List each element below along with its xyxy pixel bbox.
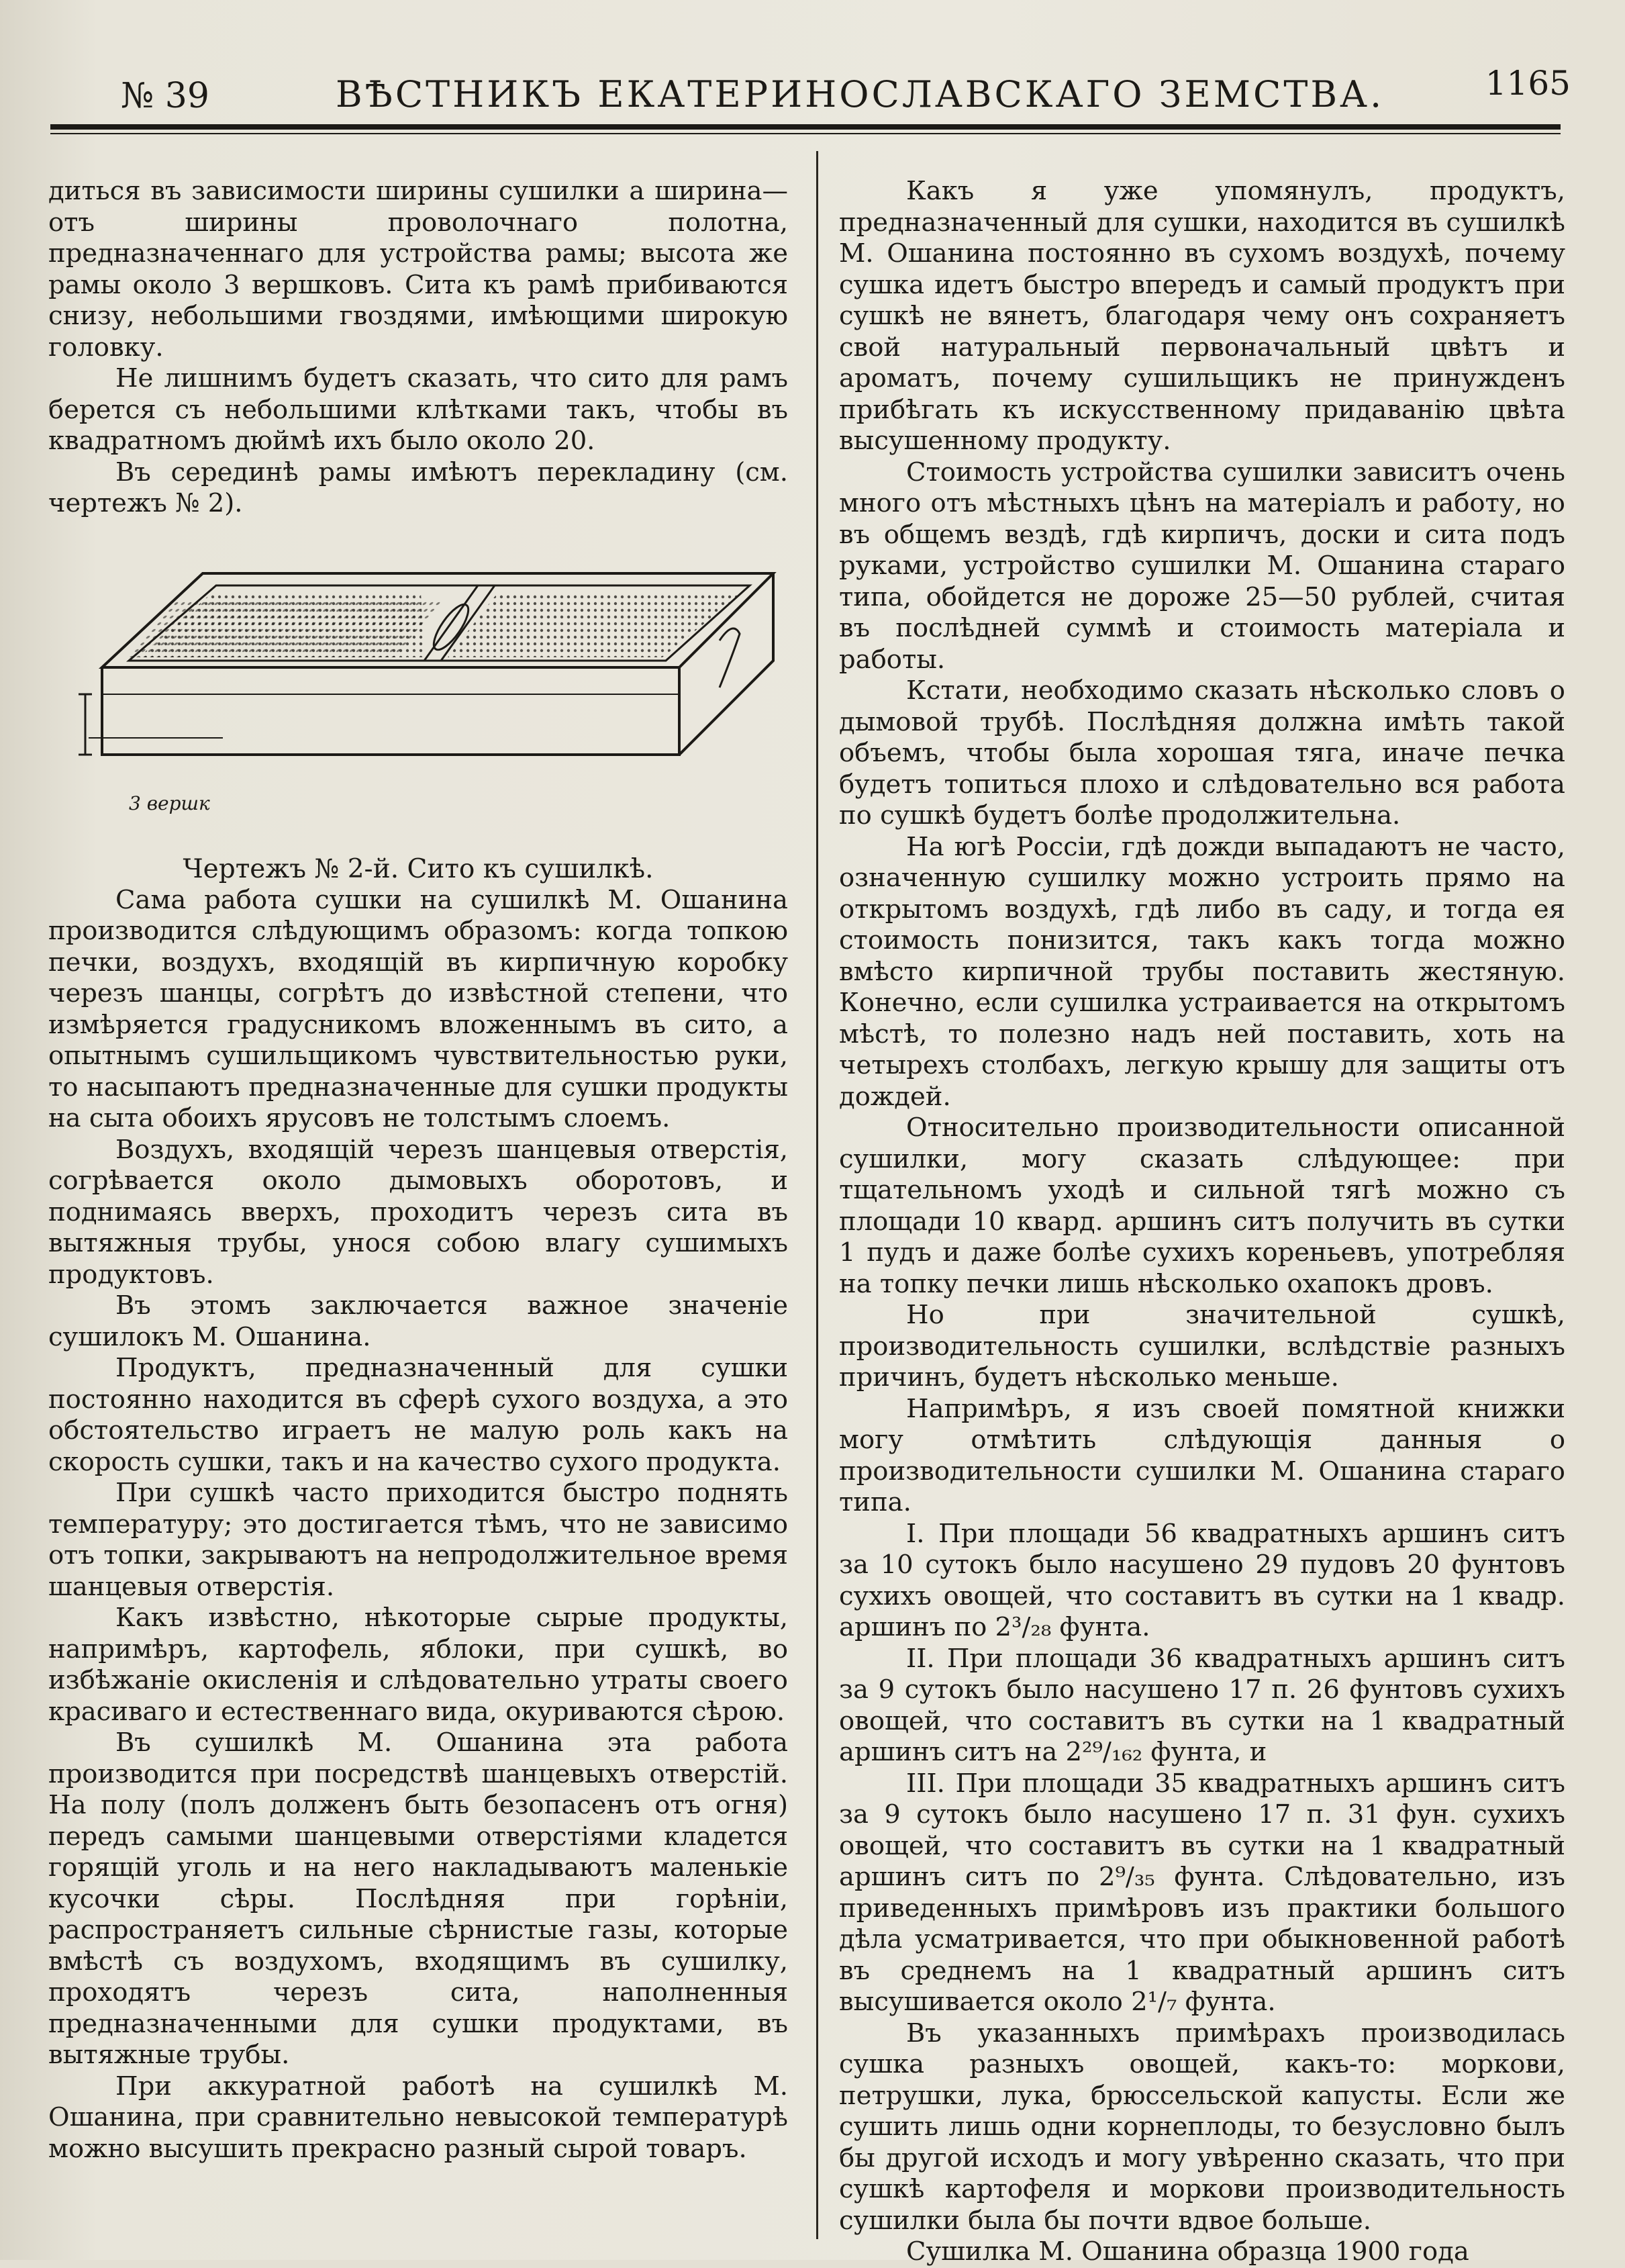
right-column (839, 176, 1565, 2268)
paragraph: Относительно производительности описанной сушилки, могу сказать слѣдующее: при тщательномъ уходѣ и сильной тягѣ можно съ площади 10 квард. аршинъ ситъ получить въ сутки 1 пудъ и даже болѣе сухихъ кореньевъ, употребляя на топку печки лишь нѣсколько охапокъ дровъ. (839, 1113, 1565, 1299)
paragraph: Въ указанныхъ примѣрахъ производилась сушка разныхъ овощей, какъ-то: моркови, петрушки, лука, брюссельской капусты. Если же сушить лишь одни корнеплоды, то безусловно былъ бы другой исходъ и могу увѣренно сказать, что при сушкѣ картофеля и моркови производительность сушилки была бы почти вдвое больше. (839, 2018, 1565, 2236)
issue-number: № 39 (121, 76, 209, 116)
paragraph: I. При площади 56 квадратныхъ аршинъ ситъ за 10 сутокъ было насушено 29 пудовъ 20 фунтовъ сухихъ овощей, что составитъ въ сутки на 1 квадр. аршинъ по 2³/₂₈ фунта. (839, 1518, 1565, 1642)
paragraph: Въ этомъ заключается важное значеніе сушилокъ М. Ошанина. (48, 1290, 788, 1352)
paragraph: Стоимость устройства сушилки зависитъ очень много отъ мѣстныхъ цѣнъ на матеріалъ и работу, но въ общемъ вездѣ, гдѣ кирпичъ, доски и сита подъ руками, устройство сушилки М. Ошанина стараго типа, обойдется не дороже 25—50 рублей, считая въ послѣдней суммѣ и стоимость матеріала и работы. (839, 457, 1565, 675)
paragraph: II. При площади 36 квадратныхъ аршинъ ситъ за 9 сутокъ было насушено 17 п. 26 фунтовъ сухихъ овощей, что составитъ въ сутки на 1 квадратный аршинъ ситъ на 2²⁹/₁₆₂ фунта, и (839, 1643, 1565, 1767)
paragraph: При сушкѣ часто приходится быстро поднять температуру; это достигается тѣмъ, что не зависимо отъ топки, закрываютъ на непродолжительное время шанцевыя отверстія. (48, 1478, 788, 1602)
paragraph: Въ серединѣ рамы имѣютъ перекладину (см. чертежъ № 2). (48, 457, 788, 518)
journal-title: ВѢСТНИКЪ ЕКАТЕРИНОСЛАВСКАГО ЗЕМСТВА. (336, 73, 1385, 115)
paragraph: III. При площади 35 квадратныхъ аршинъ ситъ за 9 сутокъ было насушено 17 п. 31 фун. сухихъ овощей, что составитъ въ сутки на 1 квадратный аршинъ ситъ по 2⁹/₃₅ фунта. Слѣдовательно, изъ приведенныхъ примѣровъ изъ практики большого дѣла усматривается, что при обыкновенной работѣ въ среднемъ на 1 квадратный аршинъ ситъ высушивается около 2¹/₇ фунта. (839, 1768, 1565, 2017)
figure-dimension-label: 3 вершк (129, 792, 210, 814)
paragraph: Продуктъ, предназначенный для сушки постоянно находится въ сферѣ сухого воздуха, а это обстоятельство играетъ не малую роль какъ на скорость сушки, такъ и на качество сухого продукта. (48, 1353, 788, 1477)
paragraph: Кстати, необходимо сказать нѣсколько словъ о дымовой трубѣ. Послѣдняя должна имѣть такой объемъ, чтобы была хорошая тяга, иначе печка будетъ топиться плохо и слѣдовательно вся работа по сушкѣ будетъ болѣе продолжительна. (839, 675, 1565, 831)
paragraph: Какъ я уже упомянулъ, продуктъ, предназначенный для сушки, находится въ сушилкѣ М. Ошанина постоянно въ сухомъ воздухѣ, почему сушка идетъ быстро впередъ и самый продуктъ при сушкѣ не вянетъ, благодаря чему онъ сохраняетъ свой натуральный первоначальный цвѣтъ и ароматъ, почему сушильщикъ не принужденъ прибѣгать къ искусственному придаванію цвѣта высушенному продукту. (839, 176, 1565, 456)
header-rule (50, 124, 1561, 130)
paragraph: Но при значительной сушкѣ, производительность сушилки, вслѣдствіе разныхъ причинъ, будетъ нѣсколько меньше. (839, 1300, 1565, 1392)
paragraph: На югѣ Россіи, гдѣ дожди выпадаютъ не часто, означенную сушилку можно устроить прямо на открытомъ воздухѣ, гдѣ либо въ саду, и тогда ея стоимость понизится, такъ какъ тогда можно вмѣсто кирпичной трубы поставить жестяную. Конечно, если сушилка устраивается на открытомъ мѣстѣ, то полезно надъ ней поставить, хоть на четырехъ столбахъ, легкую крышу для защиты отъ дождей. (839, 831, 1565, 1112)
paragraph: диться въ зависимости ширины сушилки а ширина—отъ ширины проволочнагo полотна, предназначеннаго для устройства рамы; высота же рамы около 3 вершковъ. Сита къ рамѣ прибиваются снизу, небольшими гвоздями, имѣющими широкую головку. (48, 176, 788, 363)
paragraph: Какъ извѣстно, нѣкоторые сырые продукты, напримѣръ, картофель, яблоки, при сушкѣ, во избѣжаніе окисленія и слѣдовательно утраты своего красиваго и естественнаго вида, окуриваются сѣрою. (48, 1603, 788, 1727)
left-column (48, 176, 788, 2165)
paragraph: Сушилка М. Ошанина образца 1900 года (906, 2236, 1469, 2267)
paragraph: Сама работа сушки на сушилкѣ М. Ошанина производится слѣдующимъ образомъ: когда топкою печки, воздухъ, входящій въ кирпичную коробку черезъ шанцы, согрѣтъ до извѣстной степени, что измѣряется градусникомъ вложеннымъ въ сито, а опытнымъ сушильщикомъ чувствительностью руки, то насыпаютъ предназначенные для сушки продукты на сыта обоихъ ярусовъ не толстымъ слоемъ. (48, 884, 788, 1133)
figure-caption: Чертежъ № 2-й. Сито къ сушилкѣ. (183, 853, 654, 884)
paragraph: Напримѣръ, я изъ своей помятной книжки могу отмѣтить слѣдующія данныя о производительности сушилки М. Ошанина стараго типа. (839, 1393, 1565, 1517)
sieve-drawing (48, 560, 788, 854)
header-rule-thin (50, 133, 1561, 134)
paragraph: Не лишнимъ будетъ сказать, что сито для рамъ берется съ небольшими клѣтками такъ, чтобы въ квадратномъ дюймѣ ихъ было около 20. (48, 363, 788, 456)
paragraph: Воздухъ, входящій черезъ шанцевыя отверстія, согрѣвается около дымовыхъ оборотовъ, и поднимаясь вверхъ, проходитъ черезъ сита въ вытяжныя трубы, унося собою влагу сушимыхъ продуктовъ. (48, 1134, 788, 1290)
column-divider (816, 151, 818, 2239)
page-number: 1165 (1485, 64, 1571, 103)
paragraph: Въ сушилкѣ М. Ошанина эта работа производится при посредствѣ шанцевыхъ отверстій. На полу (полъ долженъ быть безопасенъ отъ огня) передъ самыми шанцевыми отверстіями кладется горящій уголь и на него накладываютъ маленькіе кусочки сѣры. Послѣдняя при горѣніи, распространяетъ сильные сѣрнистые газы, которые вмѣстѣ съ воздухомъ, входящимъ въ сушилку, проходятъ черезъ сита, наполненныя предназначенными для сушки продуктами, въ вытяжные трубы. (48, 1728, 788, 2070)
paragraph: При аккуратной работѣ на сушилкѣ М. Ошанина, при сравнительно невысокой температурѣ можно высушить прекрасно разный сырой товаръ. (48, 2071, 788, 2164)
page-header (114, 64, 1571, 117)
